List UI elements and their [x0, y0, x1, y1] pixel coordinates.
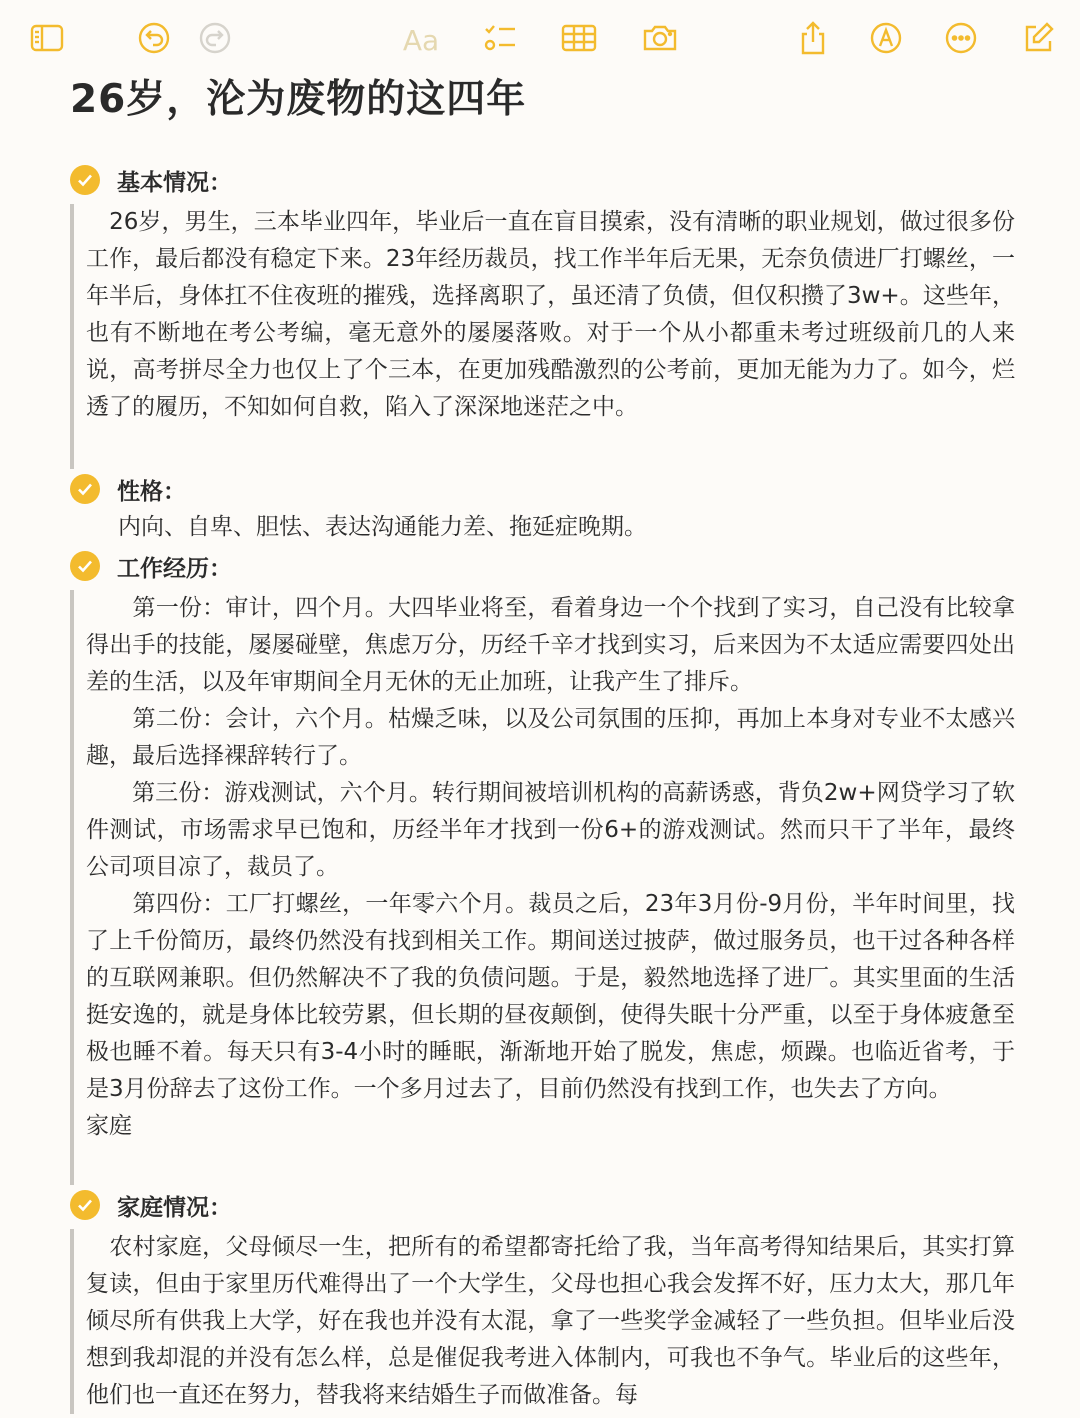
compose-icon[interactable]	[1018, 18, 1058, 58]
more-icon[interactable]	[941, 18, 981, 58]
section-personality-heading	[70, 469, 1015, 509]
paragraph: 第四份：工厂打螺丝，一年零六个月。裁员之后，23年3月份-9月份，半年时间里，找了上千份简历，最终仍然没有找到相关工作。期间送过披萨，做过服务员，也干过各种各样的互联网兼职。但仍然解决不了我的负债问题。于是，毅然地选择了进厂。其实里面的生活挺安逸的，就是身体比较劳累，但长期的昼夜颠倒，使得失眠十分严重，以至于身体疲惫至极也睡不着。每天只有3-4小时的睡眠，渐渐地开始了脱发，焦虑，烦躁。也临近省考，于是3月份辞去了这份工作。一个多月过去了，目前仍然没有找到工作，也失去了方向。	[86, 891, 1015, 1102]
table-icon[interactable]	[559, 18, 599, 58]
note-body[interactable]	[70, 160, 1015, 1414]
section-basic-heading	[70, 160, 1015, 200]
redo-icon[interactable]	[195, 18, 235, 58]
toolbar	[0, 0, 1080, 76]
paragraph: 第二份：会计，六个月。枯燥乏味，以及公司氛围的压抑，再加上本身对专业不太感兴趣，最后选择裸辞转行了。	[86, 706, 1015, 769]
checkmark-icon[interactable]	[70, 474, 100, 504]
section-work-heading	[70, 546, 1015, 586]
sidebar-icon[interactable]	[27, 18, 67, 58]
text-format-icon[interactable]: Aa	[402, 23, 440, 57]
checklist-icon[interactable]	[480, 18, 520, 58]
checkmark-icon[interactable]	[70, 1190, 100, 1220]
section-title: 性格：	[117, 478, 186, 505]
section-title: 工作经历：	[117, 555, 232, 582]
section-title: 家庭情况：	[117, 1194, 232, 1221]
paragraph: 农村家庭，父母倾尽一生，把所有的希望都寄托给了我，当年高考得知结果后，其实打算复读，但由于家里历代难得出了一个大学生，父母也担心我会发挥不好，压力太大，那几年倾尽所有供我上大学，好在我也并没有太混，拿了一些奖学金减轻了一些负担。但毕业后没想到我却混的并没有怎么样，总是催促我考进入体制内，可我也不争气。毕业后的这些年，他们也一直还在努力，替我将来结婚生子而做准备。每	[86, 1234, 1015, 1408]
section-family-heading	[70, 1185, 1015, 1225]
paragraph: 第三份：游戏测试，六个月。转行期间被培训机构的高薪诱惑，背负2w+网贷学习了软件测试，市场需求早已饱和，历经半年才找到一份6+的游戏测试。然而只干了半年，最终公司项目凉了，裁员了。	[86, 780, 1015, 880]
paragraph: 26岁，男生，三本毕业四年，毕业后一直在盲目摸索，没有清晰的职业规划，做过很多份工作，最后都没有稳定下来。23年经历裁员，找工作半年后无果，无奈负债进厂打螺丝，一年半后，身体扛不住夜班的摧残，选择离职了，虽还清了负债，但仅积攒了3w+。这些年，也有不断地在考公考编，毫无意外的屡屡落败。对于一个从小都重未考过班级前几的人来说，高考拼尽全力也仅上了个三本，在更加残酷激烈的公考前，更加无能为力了。如今，烂透了的履历，不知如何自救，陷入了深深地迷茫之中。	[86, 209, 1015, 420]
camera-icon[interactable]	[640, 18, 680, 58]
section-title: 基本情况：	[117, 169, 232, 196]
checkmark-icon[interactable]	[70, 165, 100, 195]
checkmark-icon[interactable]	[70, 551, 100, 581]
paragraph: 家庭	[86, 1113, 132, 1139]
markup-icon[interactable]	[866, 18, 906, 58]
blockquote	[70, 1229, 1015, 1414]
paragraph: 内向、自卑、胆怯、表达沟通能力差、拖延症晚期。	[118, 514, 647, 540]
undo-icon[interactable]	[134, 18, 174, 58]
share-icon[interactable]	[793, 18, 833, 58]
blockquote	[70, 204, 1015, 469]
paragraph: 第一份：审计，四个月。大四毕业将至，看着身边一个个找到了实习，自己没有比较拿得出手的技能，屡屡碰壁，焦虑万分，历经千辛才找到实习，后来因为不太适应需要四处出差的生活，以及年审期间全月无休的无止加班，让我产生了排斥。	[86, 595, 1015, 695]
blockquote	[70, 590, 1015, 1185]
note-title[interactable]: 26岁，沦为废物的这四年	[70, 77, 527, 122]
